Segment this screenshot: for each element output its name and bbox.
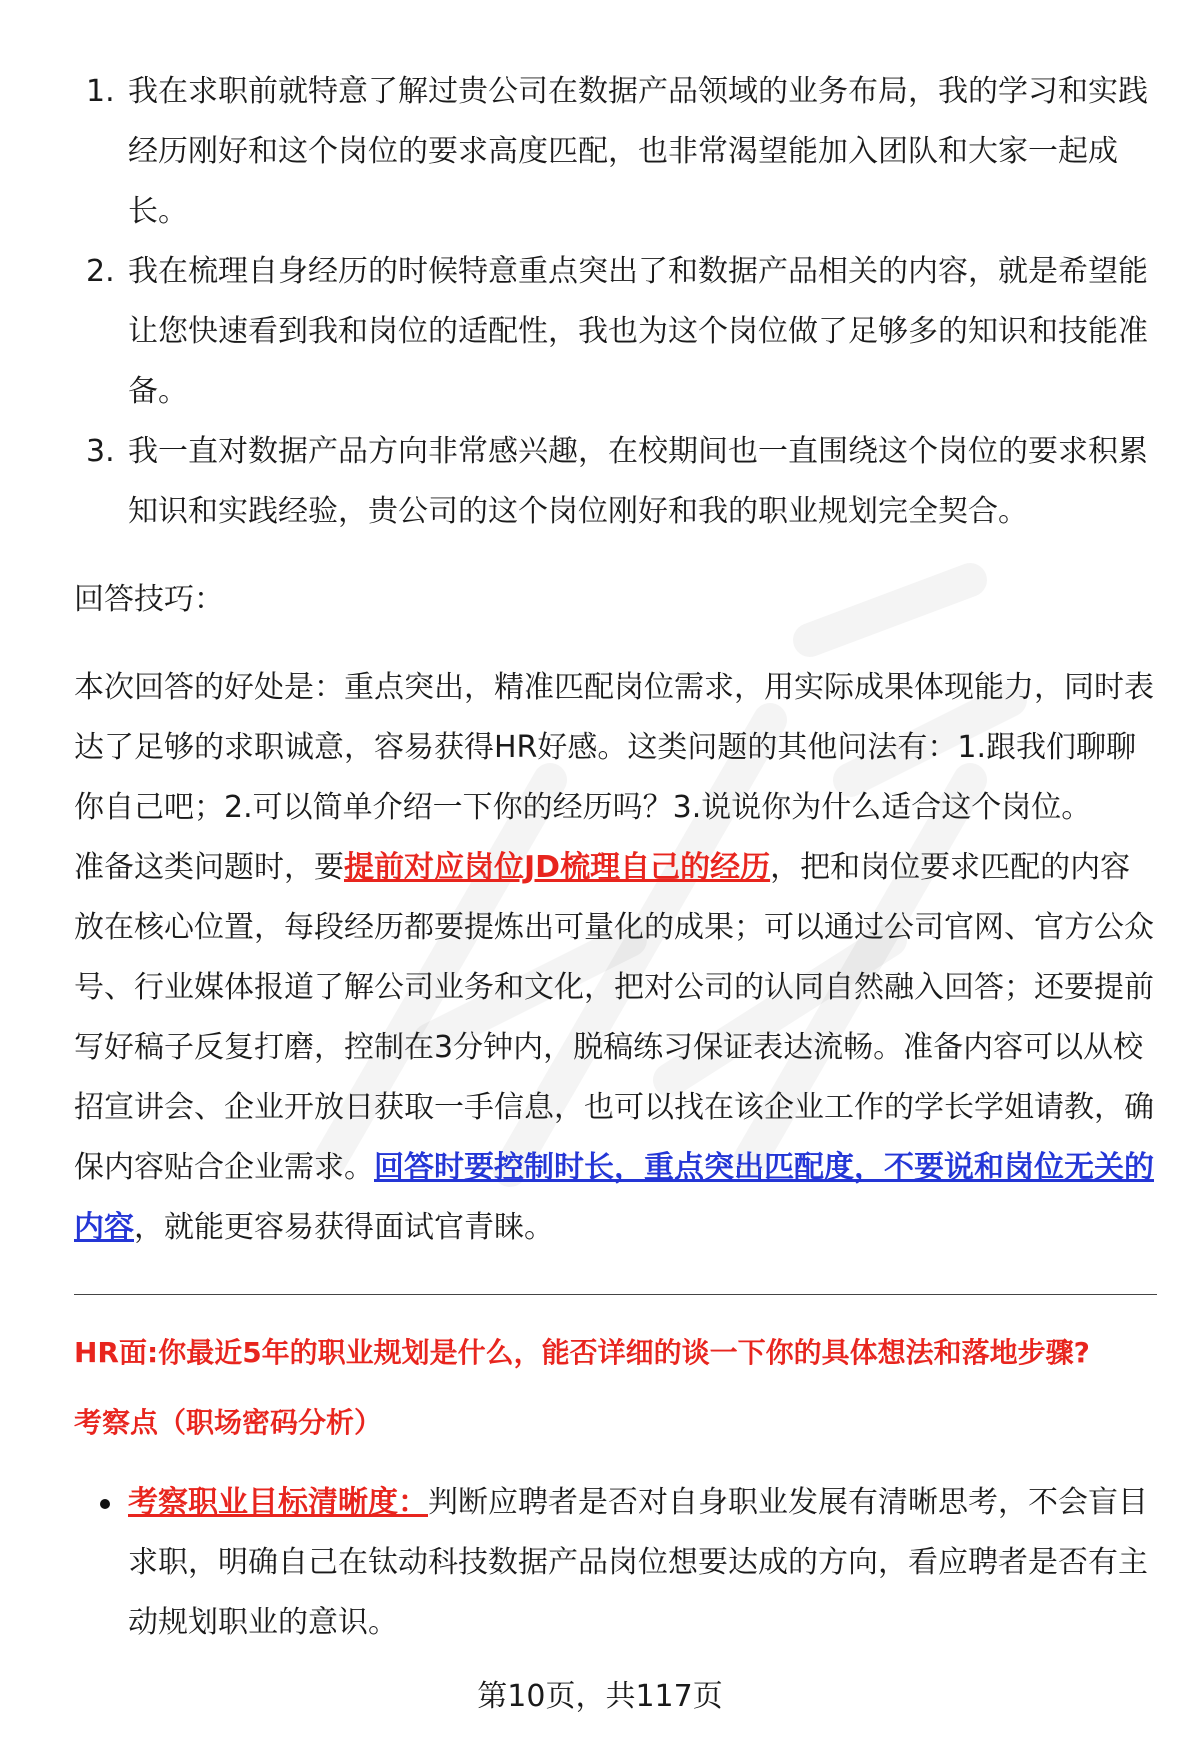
section-divider: [74, 1294, 1157, 1295]
list-item: [74, 422, 1154, 542]
list-item: [74, 1473, 1154, 1653]
highlight-blue-link[interactable]: 回答时要控制时长，重点突出匹配度，不要说和岗位无关的内容: [74, 1150, 1154, 1245]
exam-point-list: [74, 1473, 1154, 1653]
page-footer: 第10页，共117页: [477, 1679, 723, 1714]
answer-list: [74, 62, 1154, 542]
tips-text: ，把和岗位要求匹配的内容放在核心位置，每段经历都要提炼出可量化的成果；可以通过公司官网、官方公众号、行业媒体报道了解公司业务和文化，把对公司的认同自然融入回答；还要提前写好稿子反复打磨，控制在3分钟内，脱稿练习保证表达流畅。准备内容可以从校招宣讲会、企业开放日获取一手信息，也可以找在该企业工作的学长学姐请教，确保内容贴合企业需求。: [74, 850, 1154, 1185]
tips-text: 准备这类问题时，要: [74, 850, 344, 885]
highlight-red-link[interactable]: 提前对应岗位JD梳理自己的经历: [344, 850, 771, 885]
list-item-text: 我在求职前就特意了解过贵公司在数据产品领域的业务布局，我的学习和实践经历刚好和这个岗位的要求高度匹配，也非常渴望能加入团队和大家一起成长。: [128, 74, 1148, 229]
tips-paragraph-2: [74, 838, 1154, 1258]
tips-title: 回答技巧：: [74, 582, 224, 617]
tips-text: ，就能更容易获得面试官青睐。: [134, 1210, 554, 1245]
exam-point-heading: 考察点（职场密码分析）: [74, 1406, 383, 1439]
list-item: [74, 62, 1154, 242]
list-number: 2.: [86, 254, 115, 289]
hr-question-heading: HR面:你最近5年的职业规划是什么，能否详细的谈一下你的具体想法和落地步骤?: [74, 1336, 1090, 1369]
tips-paragraph-1: 本次回答的好处是：重点突出，精准匹配岗位需求，用实际成果体现能力，同时表达了足够的求职诚意，容易获得HR好感。这类问题的其他问法有：1.跟我们聊聊你自己吧；2.可以简单介绍一下你的经历吗？3.说说你为什么适合这个岗位。: [74, 670, 1154, 825]
main-content: [74, 62, 1154, 1653]
list-item-text: 我一直对数据产品方向非常感兴趣，在校期间也一直围绕这个岗位的要求积累知识和实践经验，贵公司的这个岗位刚好和我的职业规划完全契合。: [128, 434, 1148, 529]
bullet-dot-icon: [100, 1499, 110, 1509]
list-item: [74, 242, 1154, 422]
bullet-lead-link[interactable]: 考察职业目标清晰度：: [128, 1485, 428, 1520]
list-item-text: 我在梳理自身经历的时候特意重点突出了和数据产品相关的内容，就是希望能让您快速看到我和岗位的适配性，我也为这个岗位做了足够多的知识和技能准备。: [128, 254, 1148, 409]
bullet-text: 判断应聘者是否对自身职业发展有清晰思考，不会盲目求职，明确自己在钛动科技数据产品岗位想要达成的方向，看应聘者是否有主动规划职业的意识。: [128, 1485, 1148, 1640]
list-number: 3.: [86, 434, 115, 469]
list-number: 1.: [86, 74, 115, 109]
